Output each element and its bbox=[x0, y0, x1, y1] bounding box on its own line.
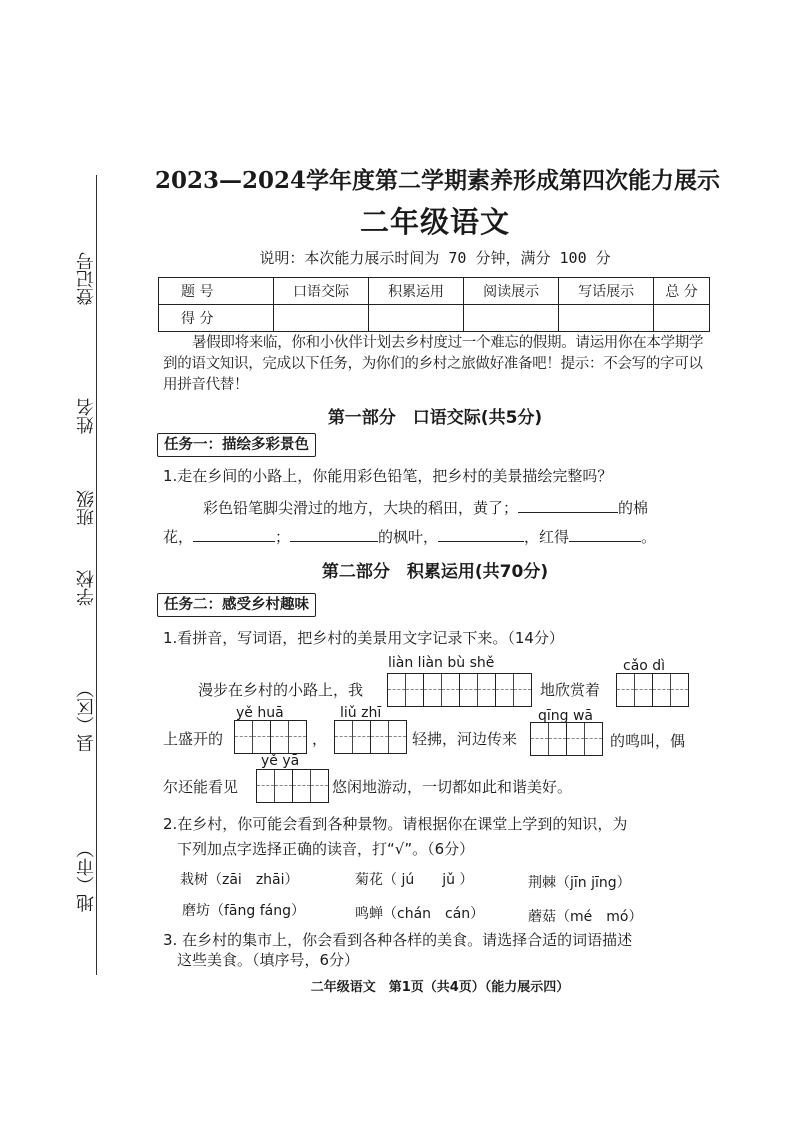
col-total: 总 分 bbox=[654, 278, 710, 305]
county-label: 县（区） bbox=[76, 680, 97, 752]
reading-option-2[interactable]: 菊花（ jú jǔ ） bbox=[355, 872, 474, 888]
p2-question-3-line2: 这些美食。（填序号，6分） bbox=[177, 951, 360, 969]
p1-line2-text-e: 。 bbox=[641, 528, 657, 546]
p1-line2-text-c: 的枫叶， bbox=[378, 528, 439, 546]
page-footer: 二年级语文 第1页（共4页）（能力展示四） bbox=[310, 980, 570, 995]
score-table-score-row bbox=[159, 305, 710, 332]
p2-s3-text-b: 悠闲地游动，一切都如此和谐美好。 bbox=[332, 778, 573, 796]
p2-question-1: 1.看拼音，写词语，把乡村的美景用文字记录下来。（14分） bbox=[163, 629, 564, 647]
blank-2[interactable] bbox=[193, 525, 275, 542]
school-label: 学校 bbox=[76, 570, 97, 606]
score-cell-oral[interactable] bbox=[274, 305, 369, 332]
name-label: 姓名 bbox=[76, 398, 97, 434]
blank-1[interactable] bbox=[518, 496, 618, 513]
score-cell-accumulation[interactable] bbox=[369, 305, 464, 332]
score-table-header-row bbox=[159, 278, 710, 305]
intro-paragraph: 暑假即将来临，你和小伙伴计划去乡村度过一个难忘的假期。请运用你在本学期学到的语文知识，完成以下任务，为你们的乡村之旅做好准备吧！提示：不会写的字可以用拼音代替！ bbox=[163, 335, 704, 393]
reading-option-4[interactable]: 磨坊（fāng fáng） bbox=[182, 903, 305, 919]
p1-question-1: 1.走在乡间的小路上，你能用彩色铅笔，把乡村的美景描绘完整吗？ bbox=[163, 467, 613, 485]
exam-instruction: 说明：本次能力展示时间为 70 分钟，满分 100 分 bbox=[259, 249, 611, 267]
writing-grid-4[interactable] bbox=[334, 720, 407, 754]
blank-4[interactable] bbox=[438, 525, 524, 542]
p1-line-2 bbox=[163, 525, 656, 547]
exam-title: 2023—2024学年度第二学期素养形成第四次能力展示 bbox=[155, 167, 721, 194]
task2-box: 任务二：感受乡村趣味 bbox=[157, 593, 316, 617]
col-writing: 写话展示 bbox=[559, 278, 654, 305]
writing-grid-5[interactable] bbox=[530, 722, 603, 756]
p2-s2-text-d: 的鸣叫，偶 bbox=[610, 732, 686, 750]
p2-s2-text-a: 上盛开的 bbox=[163, 730, 224, 748]
pinyin-2: cǎo dì bbox=[623, 658, 666, 674]
writing-grid-1[interactable] bbox=[387, 673, 532, 707]
p1-line2-text-a: 花， bbox=[163, 528, 194, 546]
city-label: 地（市） bbox=[76, 840, 97, 912]
p1-line1-text-b: 的棉 bbox=[618, 499, 649, 517]
score-cell-total[interactable] bbox=[654, 305, 710, 332]
p2-question-2-line1: 2.在乡村，你可能会看到各种景物。请根据你在课堂上学到的知识，为 bbox=[163, 815, 628, 833]
reading-option-6[interactable]: 蘑菇（mé mó） bbox=[528, 909, 643, 925]
pinyin-6: yě yā bbox=[261, 753, 300, 769]
writing-grid-3[interactable] bbox=[234, 720, 307, 754]
col-accumulation: 积累运用 bbox=[369, 278, 464, 305]
row-label: 题 号 bbox=[159, 278, 274, 305]
p1-line2-text-b: ； bbox=[275, 528, 291, 546]
p2-s3-text-a: 尔还能看见 bbox=[163, 778, 239, 796]
p1-line2-text-d: ，红得 bbox=[524, 528, 570, 546]
pinyin-1: liàn liàn bù shě bbox=[388, 655, 495, 671]
p2-s2-text-c: 轻拂，河边传来 bbox=[412, 730, 518, 748]
p2-s1-text-a: 漫步在乡村的小路上，我 bbox=[198, 681, 364, 699]
class-label: 班级 bbox=[76, 490, 97, 526]
score-cell-writing[interactable] bbox=[559, 305, 654, 332]
col-oral: 口语交际 bbox=[274, 278, 369, 305]
score-cell-reading[interactable] bbox=[464, 305, 559, 332]
pinyin-3: yě huā bbox=[236, 705, 284, 721]
subject-title: 二年级语文 bbox=[359, 205, 510, 239]
pinyin-4: liǔ zhī bbox=[340, 705, 382, 721]
part1-title: 第一部分 口语交际(共5分) bbox=[327, 408, 543, 428]
score-label: 得 分 bbox=[159, 305, 274, 332]
p2-s1-text-b: 地欣赏着 bbox=[540, 681, 601, 699]
reading-option-3[interactable]: 荆棘（jīn jīng） bbox=[528, 875, 631, 891]
blank-3[interactable] bbox=[290, 525, 378, 542]
score-table bbox=[158, 277, 710, 332]
pinyin-5: qīng wā bbox=[538, 708, 594, 724]
p1-line-1 bbox=[203, 496, 648, 518]
col-reading: 阅读展示 bbox=[464, 278, 559, 305]
reading-option-5[interactable]: 鸣蝉（chán cán） bbox=[355, 906, 485, 922]
writing-grid-2[interactable] bbox=[616, 673, 689, 707]
writing-grid-6[interactable] bbox=[256, 769, 329, 803]
task1-box: 任务一：描绘多彩景色 bbox=[157, 433, 316, 457]
p1-line1-text-a: 彩色铅笔脚尖滑过的地方，大块的稻田，黄了； bbox=[203, 499, 519, 517]
p2-s2-text-b: ， bbox=[312, 730, 328, 748]
reg-no-label: 登记号 bbox=[76, 252, 97, 306]
blank-5[interactable] bbox=[569, 525, 641, 542]
p2-question-3-line1: 3. 在乡村的集市上，你会看到各种各样的美食。请选择合适的词语描述 bbox=[163, 931, 633, 949]
p2-question-2-line2: 下列加点字选择正确的读音，打“√”。（6分） bbox=[177, 840, 475, 858]
reading-option-1[interactable]: 栽树（zāi zhāi） bbox=[180, 872, 299, 888]
part2-title: 第二部分 积累运用(共70分) bbox=[321, 562, 549, 582]
